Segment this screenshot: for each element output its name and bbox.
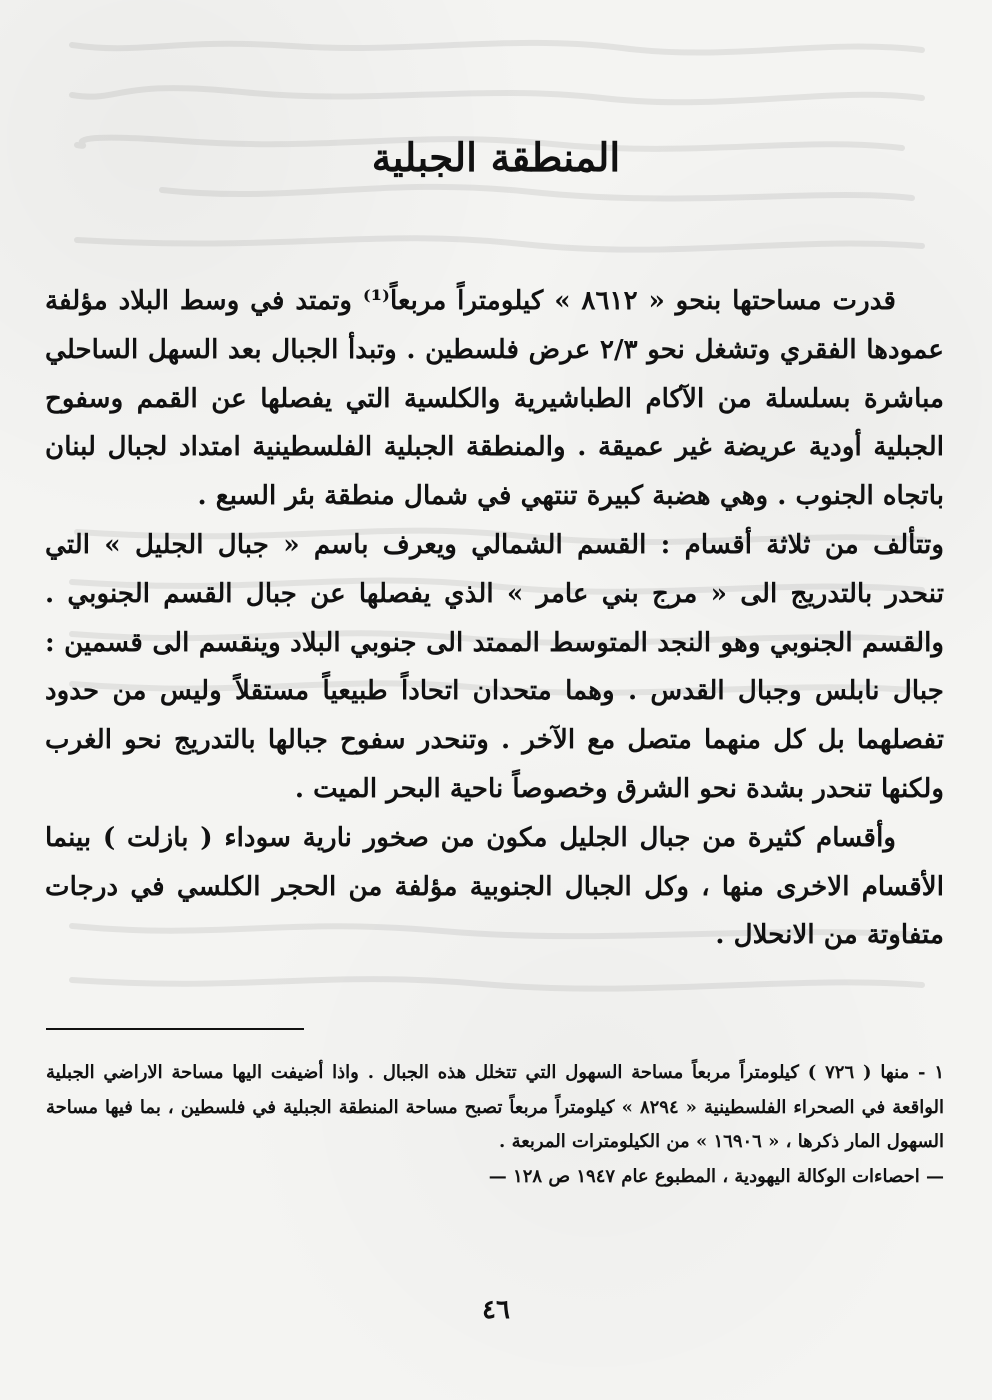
paragraph-galilee-rocks: وأقسام كثيرة من جبال الجليل مكون من صخور نارية سوداء ( بازلت ) بينما الأقسام الاخرى منها ، وكل الجبال الجنوبية مؤلفة من الحجر الكلسي في درجات متفاوتة من الانحلال . bbox=[45, 821, 944, 951]
footnote-1: ١ - منها ( ٧٢٦ ) كيلومتراً مربعاً مساحة السهول التي تتخلل هذه الجبال . واذا أضيفت اليها مساحة الاراضي الجبلية الواقعة في الصحراء الفلسطينية « ٨٢٩٤ » كيلومتراً مربعاً تصبح مساحة المنطقة الجبلية في فلسطين ، بما فيها مساحة السهول المار ذكرها ، « ١٦٩٠٦ » من الكيلومترات المربعة . bbox=[46, 1062, 945, 1152]
paragraph-three-sections: وتتألف من ثلاثة أقسام : القسم الشمالي ويعرف باسم « جبال الجليل » التي تنحدر بالتدريج الى « مرج بني عامر » الذي يفصلها عن جبال القسم الجنوبي . والقسم الجنوبي وهو النجد المتوسط الممتد الى جنوبي البلاد وينقسم الى قسمين : جبال نابلس وجبال القدس . وهما متحدان اتحاداً طبيعياً مستقلاً وليس من حدود تفصلهما بل كل منهما متصل مع الآخر . وتنحدر سفوح جبالها بالتدريج نحو الغرب ولكنها تنحدر بشدة نحو الشرق وخصوصاً ناحية البحر الميت . bbox=[45, 528, 944, 804]
footnotes bbox=[46, 1056, 944, 1194]
footnote-source: — احصاءات الوكالة اليهودية ، المطبوع عام ١٩٤٧ ص ١٢٨ — bbox=[488, 1165, 944, 1187]
page-number: ٤٦ bbox=[482, 1295, 510, 1325]
footnote-separator bbox=[46, 1028, 304, 1030]
paragraph-mountain-area: قدرت مساحتها بنحو « ٨٦١٢ » كيلومتراً مربعاً⁽¹⁾ وتمتد في وسط البلاد مؤلفة عمودها الفقري وتشغل نحو ٢/٣ عرض فلسطين . وتبدأ الجبال بعد السهل الساحلي مباشرة بسلسلة من الآكام الطباشيرية والكلسية التي يفصلها عن القمم وسفوح الجبلية أودية عريضة غير عميقة . والمنطقة الجبلية الفلسطينية امتداد لجبال لبنان باتجاه الجنوب . وهي هضبة كبيرة تنتهي في شمال منطقة بئر السبع . bbox=[45, 285, 944, 512]
page-title: المنطقة الجبلية bbox=[371, 135, 621, 181]
main-body-text bbox=[45, 277, 944, 960]
